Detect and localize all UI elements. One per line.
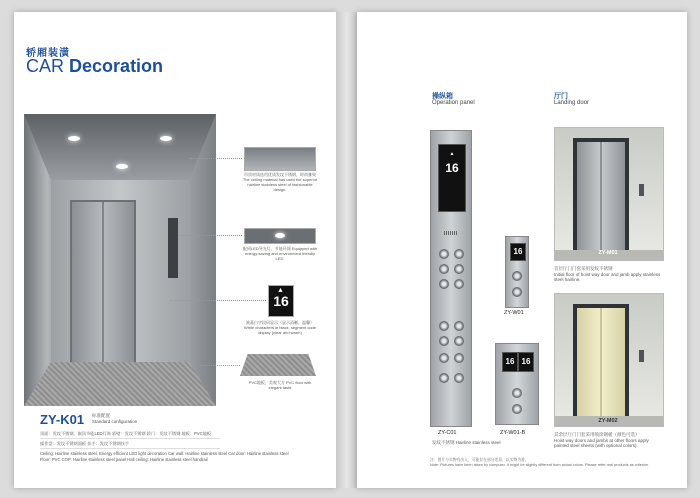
config-cn: 标准配置 — [92, 413, 110, 418]
hall-display-left: 16 — [502, 352, 518, 372]
ceiling-light — [68, 136, 80, 141]
door-desc-zy-m02 — [554, 432, 664, 449]
door-photo-zy-m02 — [554, 293, 664, 427]
operation-panel-title-cn: 操纵箱 — [432, 93, 453, 100]
cabin-door — [70, 200, 136, 368]
floor-button — [439, 353, 449, 363]
page-gutter — [336, 12, 357, 488]
door-photo-zy-m01 — [554, 127, 664, 261]
divider — [40, 438, 220, 439]
panel-zy-w01 — [505, 236, 529, 308]
floor-thumbnail — [240, 354, 316, 376]
cabin-photo — [24, 114, 216, 406]
ceiling-light — [160, 136, 172, 141]
door-desc-cn: 首层厅门门套采用发纹不锈钢 — [554, 266, 613, 271]
door-open-button — [439, 321, 449, 331]
display-thumbnail — [268, 285, 294, 317]
panel-zy-c01 — [430, 130, 472, 427]
callout-leader — [180, 235, 242, 236]
door-label-zy-m02: ZY-M02 — [598, 418, 618, 424]
cabin-floor — [24, 362, 216, 406]
door-desc-cn: 其余层厅门门套采用喷涂钢板（颜色可选） — [554, 432, 640, 437]
spec-line-en-2: Floor: PVC COP: Hairline stainless steel panel Hall ceiling: Hairline stainless steel handrail — [40, 457, 208, 462]
panel-lcd-screen — [438, 144, 466, 212]
door-leaf — [577, 308, 625, 416]
configuration-label — [92, 413, 137, 425]
floor-button — [454, 353, 464, 363]
hall-display: 16 — [510, 243, 526, 261]
panel-label-zy-c01: ZY-C01 — [438, 430, 457, 436]
floor-button — [454, 264, 464, 274]
floor-button — [439, 249, 449, 259]
led-callout: 配同LED导光灯，节能环保 Equipped with energy-saving and environment friendly LED. — [242, 246, 318, 261]
spec-line-en-1: Ceiling: Hairline stainless steel, Energy efficient LED light decoration Car wall: Hairline stainless steel Car door: Hairline stainless steel — [40, 451, 289, 456]
model-number: ZY-K01 — [40, 412, 85, 427]
title-english — [26, 56, 163, 77]
down-call-button — [512, 404, 522, 414]
panel-label-zy-w01: ZY-W01 — [504, 310, 524, 316]
panel-floor-number: 16 — [445, 161, 459, 175]
door-desc-en: Hoist way doors and jambs at other floors apply painted steel sheets (with optional colors). — [554, 437, 649, 448]
callout-leader — [190, 158, 242, 159]
title-car: CAR — [26, 56, 65, 76]
panel-description: 发纹不锈钢 Hairline stainless steel — [432, 440, 501, 445]
floor-button — [439, 279, 449, 289]
alarm-button — [439, 336, 449, 346]
down-call-button — [512, 287, 522, 297]
up-arrow-icon: ▲ — [449, 151, 455, 157]
spec-line-cn-2: 操作盘：发纹不锈钢面板 扶手：发纹不锈钢扶手 — [40, 441, 130, 446]
display-callout: 液晶白字段码显示（显示清晰，温馨） White characters in black, segment code display (clear and warm) — [243, 320, 317, 335]
floor-button — [454, 249, 464, 259]
hall-call-box — [639, 184, 644, 196]
footnote-cn: 注：图片与实物有出入，可能存在部分差异，以实物为准。 — [430, 458, 529, 462]
callout-leader — [170, 300, 266, 301]
landing-door-title-cn: 厅门 — [554, 93, 568, 100]
door-close-button — [454, 321, 464, 331]
panel-label-zy-w01-b: ZY-W01-B — [500, 430, 526, 436]
divider — [40, 448, 220, 449]
panel-zy-w01-b — [495, 343, 539, 425]
ceiling-thumbnail — [244, 147, 316, 171]
callout-leader — [200, 365, 240, 366]
door-label-zy-m01: ZY-M01 — [598, 250, 618, 256]
cabin-ceiling — [24, 114, 216, 180]
display-floor-number: 16 — [273, 293, 289, 309]
spec-line-cn-1: 顶面：发纹不锈钢，嵌顶节能LED灯饰 轿壁：发纹不锈钢 轿门：发纹不锈钢 地板：PVC地板 — [40, 431, 211, 436]
operation-panel-title-en: Operation panel — [432, 100, 475, 106]
door-desc-zy-m01 — [554, 266, 664, 283]
title-decoration: Decoration — [69, 56, 164, 76]
landing-door-title-en: Landing door — [554, 100, 590, 106]
floor-button — [439, 373, 449, 383]
ceiling-light — [116, 164, 128, 169]
floor-button — [454, 373, 464, 383]
config-en: Standard configuration — [92, 419, 138, 424]
call-button — [454, 336, 464, 346]
car-operating-panel — [168, 218, 178, 278]
footnote-en: Note: Pictures have been taken by computer. It might be slightly different from actual colors. Please refer real products as criterion. — [430, 463, 650, 467]
floor-button — [439, 264, 449, 274]
floor-callout: PVC地板，美观大方 PVC floor with elegant taste — [248, 380, 312, 390]
title-chinese: 轿厢装潢 — [26, 48, 70, 59]
door-desc-en: Initial floor of hoist way door and jamb apply stainless steel hairline. — [554, 271, 661, 282]
ceiling-callout: 吊顶材质选用优质发纹不锈钢，时尚雅致 The ceiling material has used the superior hairline stainless steel of fashionable design. — [242, 172, 318, 192]
up-arrow-icon: ▲ — [277, 287, 284, 294]
up-call-button — [512, 388, 522, 398]
hall-display-right: 16 — [518, 352, 534, 372]
door-leaf — [577, 142, 625, 250]
floor-button — [454, 279, 464, 289]
led-thumbnail — [244, 228, 316, 244]
hall-call-box — [639, 350, 644, 362]
speaker-grille — [444, 231, 458, 235]
up-call-button — [512, 271, 522, 281]
